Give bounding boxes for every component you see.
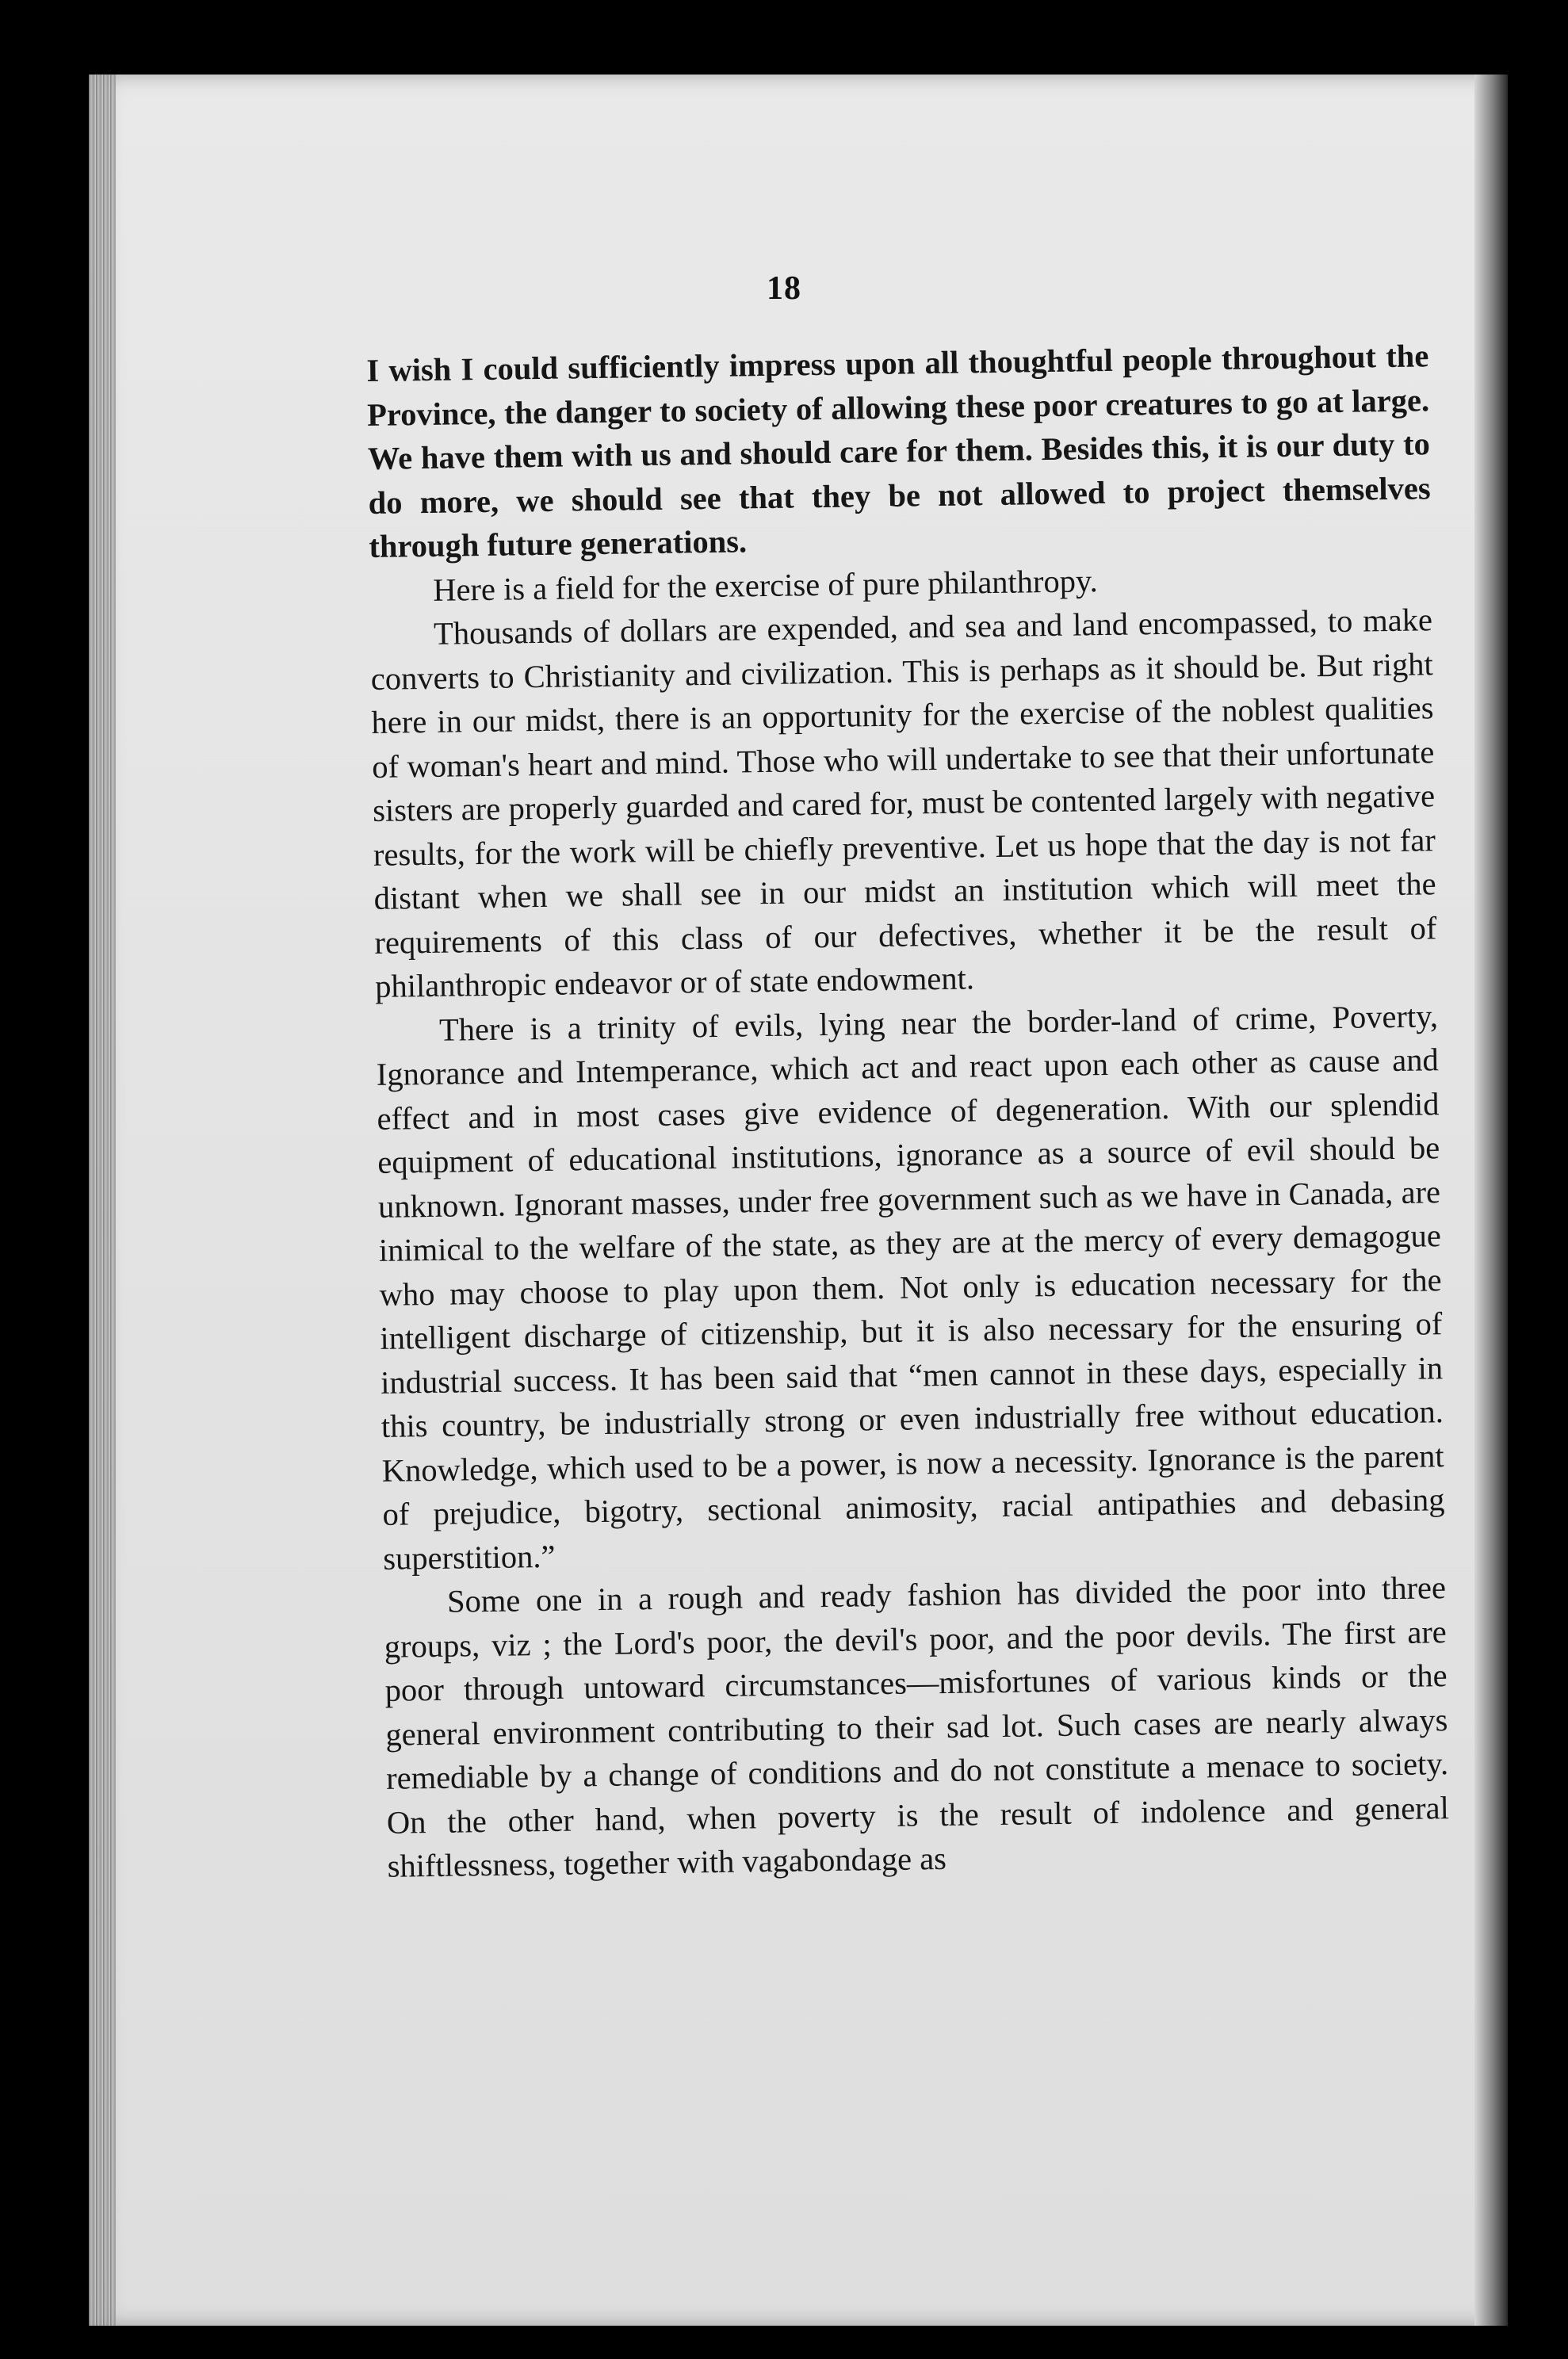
paragraph-3: Thousands of dollars are expended, and sea and land encompassed, to make converts to Christianity and civilization. This is perhaps as it should be. But right here in our midst, there is an opportunity for the exercise of the noblest qualities of woman's heart and mind. Those who will undertake to see that their unfortunate sisters are properly guarded and cared for, must be contented largely with negative results, for the work will be chiefly preventive. Let us hope that the day is not far distant when we shall see in our midst an institution which will meet the requirements of this class of our defectives, whether it be the result of philanthropic endeavor or of state endowment. (370, 602, 1437, 1004)
paragraph-4: There is a trinity of evils, lying near the border-land of crime, Poverty, Ignorance and Intemperance, which act and react upon each other as cause and effect and in most cases give evidence of degeneration. With our splendid equipment of educational institutions, ignorance as a source of evil should be unknown. Ignorant masses, under free government such as we have in Canada, are inimical to the welfare of the state, as they are at the mercy of every demagogue who may choose to play upon them. Not only is education necessary for the intelligent discharge of citizenship, but it is also necessary for the ensuring of industrial success. It has been said that “men cannot in these days, especially in this country, be industrially strong or even industrially free without education. Knowledge, which used to be a power, is now a necessity. Ignorance is the parent of prejudice, bigotry, sectional animosity, racial antipathies and debasing superstition.” (376, 997, 1445, 1577)
page-right-shadow (1474, 75, 1508, 2326)
page-binding-edge (89, 75, 116, 2326)
paragraph-1: I wish I could sufficiently impress upon all thoughtful people throughout the Province, the danger to society of allowing these poor creatures to go at large. We have them with us and should care for them. Besides this, it is our duty to do more, we should see that they be not allowed to project themselves through future generations. (366, 338, 1431, 564)
paragraph-2: Here is a field for the exercise of pure philanthropy. (432, 562, 1099, 608)
page-number: 18 (767, 270, 801, 307)
paragraph-5: Some one in a rough and ready fashion has divided the poor into three groups, viz ; the Lord's poor, the devil's poor, and the poor devils. The first are poor through untoward circumstances—misfortunes of various kinds or the general environment contributing to their sad lot. Such cases are nearly always remediable by a change of conditions and do not constitute a menace to society. On the other hand, when poverty is the result of indolence and general shiftlessness, together with vagabondage as (384, 1569, 1450, 1884)
body-text (366, 334, 1450, 1888)
